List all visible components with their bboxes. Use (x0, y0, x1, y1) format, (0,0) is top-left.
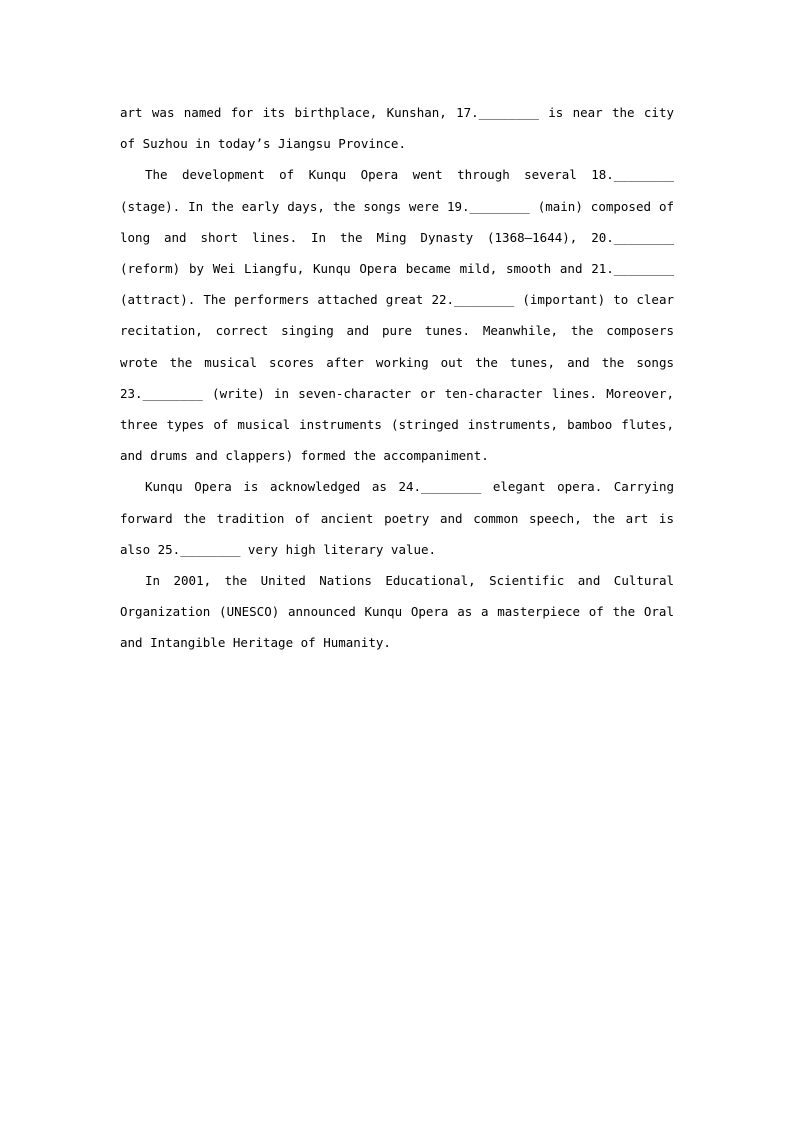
paragraph-development: The development of Kunqu Opera went through several 18.________ (stage). In the early days, the songs were 19.________ (main) composed of long and short lines. In the Ming Dynasty (1368—1644), 20.________ (reform) by Wei Liangfu, Kunqu Opera became mild, smooth and 21.________ (attract). The performers attached great 22.________ (important) to clear recitation, correct singing and pure tunes. Meanwhile, the composers wrote the musical scores after working out the tunes, and the songs 23.________ (write) in seven-character or ten-character lines. Moreover, three types of musical instruments (stringed instruments, bamboo flutes, and drums and clappers) formed the accompaniment. (120, 167, 674, 464)
paragraph-kunshan: art was named for its birthplace, Kunshan, 17.________ is near the city of Suzhou in today’s Jiangsu Province. (120, 105, 674, 152)
paragraph-elegant-opera: Kunqu Opera is acknowledged as 24.________ elegant opera. Carrying forward the tradition of ancient poetry and common speech, the art is also 25.________ very high literary value. (120, 479, 674, 557)
document-page (120, 97, 674, 659)
paragraph-unesco: In 2001, the United Nations Educational, Scientific and Cultural Organization (UNESCO) announced Kunqu Opera as a masterpiece of the Oral and Intangible Heritage of Humanity. (120, 573, 674, 651)
